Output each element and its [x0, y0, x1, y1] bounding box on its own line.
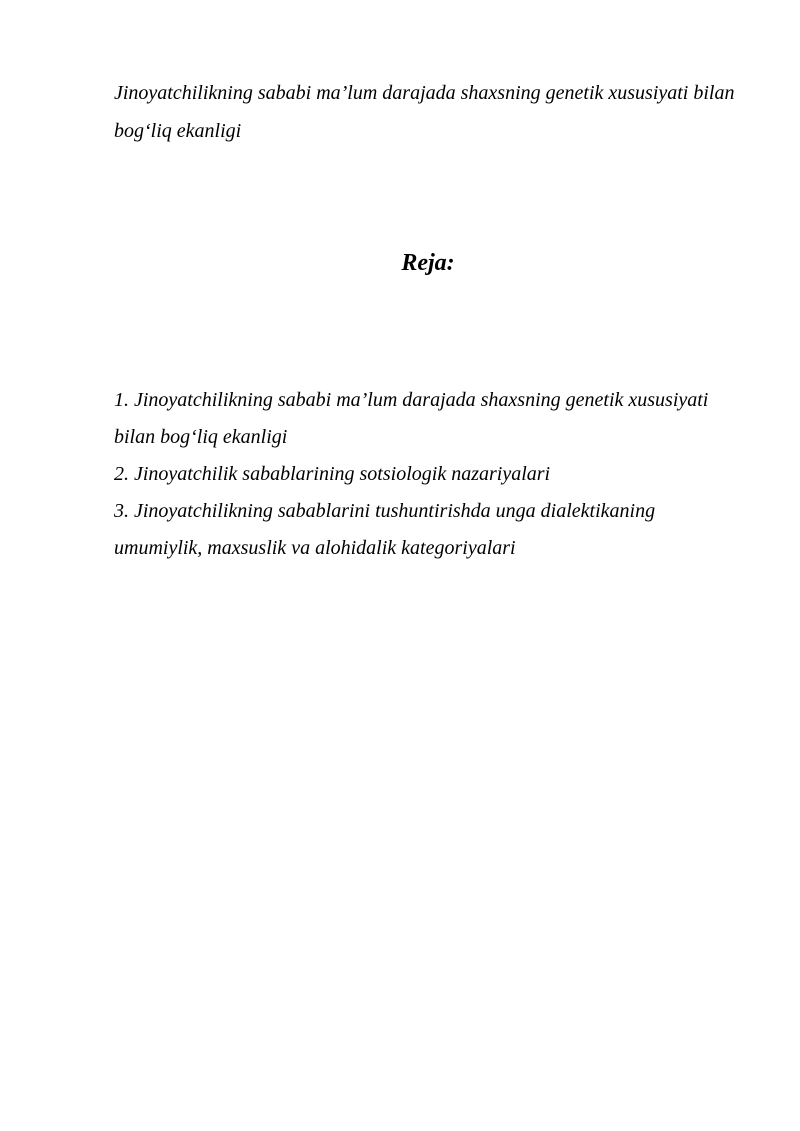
document-title: Jinoyatchilikning sababi ma’lum darajada shaxsning genetik xususiyati bilan bog‘liq ekanligi: [114, 82, 735, 142]
plan-item-3: 3. Jinoyatchilikning sabablarini tushuntirishda unga dialektikaning umumiylik, maxsuslik va alohidalik kategoriyalari: [114, 500, 656, 559]
plan-heading: Reja:: [401, 250, 455, 276]
plan-item-2: 2. Jinoyatchilik sabablarining sotsiologik nazariyalari: [114, 463, 551, 485]
plan-list: [114, 382, 714, 567]
plan-item-1: 1. Jinoyatchilikning sababi ma’lum darajada shaxsning genetik xususiyati bilan bog‘liq ekanligi: [114, 389, 709, 448]
